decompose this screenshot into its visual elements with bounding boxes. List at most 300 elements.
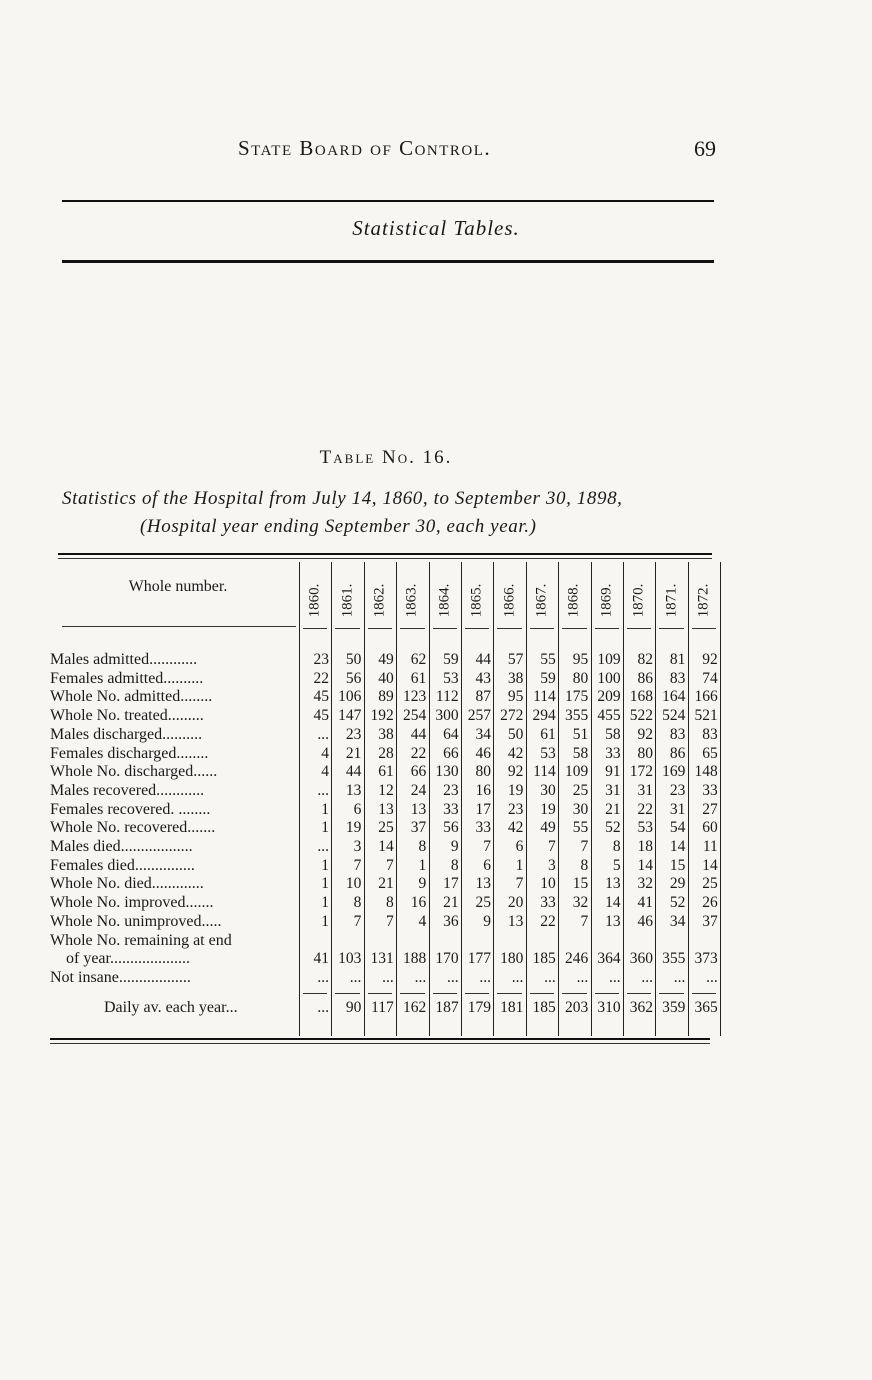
footer-cell: 179: [467, 999, 491, 1016]
table-cell: 15: [572, 875, 589, 893]
table-cell: ...: [544, 968, 556, 986]
table-cell: 33: [540, 894, 556, 912]
table-cell: 33: [605, 744, 621, 762]
table-cell: 364: [597, 950, 621, 968]
year-header-label: 1870.: [630, 583, 647, 617]
table-cell: 49: [378, 651, 394, 668]
footer-cell: 117: [371, 999, 394, 1016]
table-cell: ...: [706, 968, 718, 986]
table-cell: 55: [540, 651, 556, 668]
year-header-label: 1868.: [565, 583, 582, 617]
table-cell: 86: [637, 669, 653, 687]
footer-row-label: Daily av. each year...: [104, 999, 238, 1016]
table-cell: 92: [637, 725, 653, 743]
table-cell: 1: [321, 875, 329, 893]
row-label: Whole No. admitted........: [50, 688, 213, 706]
table-cell: 188: [402, 950, 427, 968]
table-cell: 300: [435, 707, 459, 725]
table-caption-line1: Statistics of the Hospital from July 14, 1860, to September 30, 1898,: [62, 488, 623, 509]
footer-separator: [368, 993, 392, 994]
table-cell: 180: [500, 950, 524, 968]
table-cell: 95: [572, 651, 589, 668]
table-cell: 37: [702, 912, 718, 930]
table-top-rule: [58, 553, 712, 555]
footer-separator: [335, 993, 359, 994]
table-cell: 7: [483, 838, 491, 855]
table-cell: 46: [637, 912, 653, 930]
row-label: Males discharged..........: [50, 725, 203, 743]
table-cell: 46: [475, 744, 491, 762]
table-cell: 23: [443, 781, 459, 799]
table-cell: 9: [483, 912, 491, 930]
table-cell: 42: [507, 819, 524, 837]
table-cell: 23: [313, 651, 329, 668]
table-cell: 56: [345, 669, 362, 687]
table-cell: 43: [475, 669, 491, 687]
table-cell: 3: [548, 856, 556, 874]
table-cell: 28: [378, 744, 394, 762]
footer-separator: [433, 993, 457, 994]
footer-cell: 359: [662, 999, 686, 1016]
table-cell: 7: [353, 912, 362, 930]
table-cell: 58: [572, 744, 589, 762]
table-cell: 87: [475, 688, 491, 706]
table-cell: 89: [378, 688, 394, 706]
table-cell: 42: [507, 744, 524, 762]
table-cell: 59: [540, 669, 556, 687]
table-cell: 6: [353, 800, 362, 818]
year-header: [429, 570, 461, 630]
footer-cell: 362: [629, 999, 653, 1016]
header-underline: [335, 628, 359, 629]
table-cell: 34: [669, 912, 686, 930]
table-cell: 38: [507, 669, 524, 687]
table-cell: 13: [605, 875, 621, 893]
table-cell: 21: [605, 800, 621, 818]
table-cell: 64: [443, 725, 459, 743]
table-cell: 61: [410, 669, 427, 687]
table-cell: 32: [637, 875, 653, 893]
footer-cell: 185: [532, 999, 556, 1016]
table-cell: 25: [702, 875, 718, 893]
table-cell: 22: [313, 669, 329, 687]
table-cell: 91: [605, 763, 621, 781]
table-cell: ...: [446, 968, 459, 986]
table-cell: ...: [673, 968, 686, 986]
table-cell: 14: [702, 856, 718, 874]
table-cell: ...: [576, 968, 589, 986]
table-cell: 83: [669, 725, 686, 743]
table-cell: 13: [410, 800, 427, 818]
table-cell: 11: [702, 838, 718, 855]
table-cell: 41: [313, 950, 329, 968]
row-label: Females died...............: [50, 856, 195, 874]
table-cell: 106: [338, 688, 362, 706]
table-cell: 7: [580, 838, 589, 855]
table-cell: 131: [370, 950, 394, 968]
table-cell: 13: [475, 875, 491, 893]
footer-cell: 162: [402, 999, 427, 1016]
table-cell: 4: [321, 744, 329, 762]
table-cell: 114: [533, 763, 556, 781]
top-rule: [62, 200, 714, 202]
table-cell: 112: [435, 688, 459, 706]
row-label: Males died..................: [50, 838, 193, 855]
table-cell: ...: [317, 968, 329, 986]
year-header-label: 1865.: [468, 583, 485, 617]
table-cell: 29: [669, 875, 686, 893]
table-cell: 123: [402, 688, 427, 706]
table-cell: 41: [637, 894, 653, 912]
table-cell: 8: [386, 894, 394, 912]
table-cell: 40: [378, 669, 394, 687]
table-cell: 59: [443, 651, 459, 668]
year-header: [493, 570, 525, 630]
table-cell: 14: [637, 856, 653, 874]
table-cell: 164: [662, 688, 686, 706]
table-cell: 114: [533, 688, 556, 706]
header-underline: [627, 628, 651, 629]
table-cell: 521: [694, 707, 718, 725]
table-cell: 14: [669, 838, 686, 855]
table-bottom-rule: [50, 1038, 710, 1040]
table-cell: 166: [694, 688, 718, 706]
table-cell: 23: [345, 725, 362, 743]
table-cell: 373: [694, 950, 718, 968]
table-cell: 19: [507, 781, 524, 799]
footer-separator: [595, 993, 619, 994]
table-cell: 65: [702, 744, 718, 762]
table-bottom-rule-inner: [50, 1043, 710, 1044]
table-cell: 58: [605, 725, 621, 743]
row-label: Whole No. treated.........: [50, 707, 204, 725]
table-cell: 355: [564, 707, 589, 725]
table-cell: 294: [532, 707, 556, 725]
table-label: Table No. 16.: [319, 447, 453, 468]
footer-cell: 310: [597, 999, 621, 1016]
table-cell: 80: [637, 744, 653, 762]
table-cell: 522: [629, 707, 653, 725]
footer-cell: 90: [345, 999, 362, 1016]
table-cell: 27: [702, 800, 718, 818]
table-cell: 103: [338, 950, 362, 968]
header-underline: [530, 628, 554, 629]
year-header-label: 1866.: [500, 583, 517, 617]
table-cell: 33: [475, 819, 491, 837]
footer-separator: [303, 993, 327, 994]
table-cell: 7: [515, 875, 524, 893]
table-cell: 50: [507, 725, 524, 743]
table-cell: 33: [443, 800, 459, 818]
table-cell: 1: [321, 912, 329, 930]
row-label: Whole No. recovered.......: [50, 819, 216, 837]
table-cell: 61: [378, 763, 394, 781]
header-underline: [497, 628, 521, 629]
table-cell: 66: [443, 744, 459, 762]
table-cell: 168: [629, 688, 653, 706]
table-cell: 92: [507, 763, 524, 781]
table-cell: 7: [580, 912, 589, 930]
table-cell: 37: [410, 819, 427, 837]
table-cell: 109: [597, 651, 621, 668]
table-cell: 44: [475, 651, 491, 668]
table-cell: 92: [702, 651, 718, 668]
table-cell: 169: [662, 763, 686, 781]
table-cell: 7: [548, 838, 556, 855]
table-cell: 83: [669, 669, 686, 687]
table-cell: 6: [515, 838, 524, 855]
year-header-label: 1862.: [371, 583, 388, 617]
stub-header: Whole number.: [128, 578, 228, 595]
table-cell: 30: [540, 781, 556, 799]
table-cell: 19: [345, 819, 362, 837]
header-underline: [400, 628, 424, 629]
table-cell: 10: [540, 875, 556, 893]
table-cell: 45: [313, 688, 329, 706]
row-label: Whole No. unimproved.....: [50, 912, 222, 930]
year-header-label: 1863.: [403, 583, 420, 617]
year-header: [526, 570, 558, 630]
table-cell: 8: [418, 838, 427, 855]
table-cell: 55: [572, 819, 589, 837]
row-label: Females discharged........: [50, 744, 209, 762]
row-label: Whole No. discharged......: [50, 763, 218, 781]
footer-separator: [465, 993, 489, 994]
table-cell: 95: [507, 688, 524, 706]
header-underline: [692, 628, 716, 629]
footer-separator: [659, 993, 683, 994]
table-cell: ...: [511, 968, 524, 986]
table-cell: 56: [443, 819, 459, 837]
table-cell: 3: [353, 838, 362, 855]
table-cell: 23: [507, 800, 524, 818]
table-cell: 54: [669, 819, 686, 837]
table-cell: 18: [637, 838, 653, 855]
table-cell: 246: [564, 950, 589, 968]
table-cell: 524: [662, 707, 686, 725]
table-cell: 23: [669, 781, 686, 799]
table-cell: 36: [443, 912, 459, 930]
row-label: Whole No. remaining at end: [50, 931, 232, 949]
table-cell: 8: [580, 856, 589, 874]
footer-cell: ...: [317, 999, 329, 1016]
table-cell: 26: [702, 894, 718, 912]
table-cell: 9: [450, 838, 459, 855]
year-header: [396, 570, 428, 630]
table-cell: 1: [321, 800, 329, 818]
year-header-label: 1864.: [436, 583, 453, 617]
year-header: [364, 570, 396, 630]
table-cell: 7: [386, 912, 394, 930]
running-head: State Board of Control.: [238, 136, 492, 160]
table-cell: 50: [345, 651, 362, 668]
header-underline: [659, 628, 683, 629]
table-cell: 170: [435, 950, 459, 968]
table-cell: 83: [702, 725, 718, 743]
table-cell: 172: [629, 763, 653, 781]
header-underline: [368, 628, 392, 629]
table-cell: 257: [467, 707, 491, 725]
year-header: [331, 570, 363, 630]
row-label: Not insane..................: [50, 968, 191, 986]
footer-separator: [562, 993, 586, 994]
table-cell: 74: [702, 669, 718, 687]
table-cell: ...: [317, 725, 329, 743]
footer-cell: 181: [500, 999, 524, 1016]
table-cell: 1: [321, 856, 329, 874]
table-cell: 25: [378, 819, 394, 837]
table-cell: 31: [605, 781, 621, 799]
table-cell: 17: [475, 800, 491, 818]
table-cell: 24: [410, 781, 427, 799]
table-cell: 21: [378, 875, 394, 893]
table-cell: 16: [410, 894, 427, 912]
table-cell: ...: [641, 968, 653, 986]
year-header: [461, 570, 493, 630]
table-cell: 82: [637, 651, 653, 668]
table-cell: 49: [540, 819, 556, 837]
table-cell: 34: [475, 725, 491, 743]
table-cell: 22: [637, 800, 653, 818]
table-cell: 10: [345, 875, 362, 893]
table-cell: 7: [386, 856, 394, 874]
table-cell: 7: [353, 856, 362, 874]
table-cell: 272: [500, 707, 524, 725]
table-cell: ...: [479, 968, 491, 986]
year-header-label: 1860.: [306, 583, 323, 617]
page-number: 69: [694, 136, 716, 161]
table-cell: 81: [669, 651, 686, 668]
column-divider: [720, 562, 721, 1036]
table-cell: 31: [637, 781, 653, 799]
table-top-rule-inner: [58, 558, 712, 559]
row-label: Whole No. improved.......: [50, 894, 214, 912]
year-header: [655, 570, 687, 630]
table-cell: 8: [450, 856, 459, 874]
row-label: Females recovered. ........: [50, 800, 211, 818]
table-cell: 61: [540, 725, 556, 743]
table-cell: 80: [572, 669, 589, 687]
table-cell: 8: [612, 838, 621, 855]
table-cell: 177: [467, 950, 491, 968]
table-cell: ...: [349, 968, 362, 986]
table-cell: 13: [605, 912, 621, 930]
table-cell: 57: [507, 651, 524, 668]
table-cell: 19: [540, 800, 556, 818]
table-cell: 30: [572, 800, 589, 818]
table-cell: 4: [321, 763, 329, 781]
table-cell: ...: [317, 838, 329, 855]
section-title: Statistical Tables.: [352, 216, 520, 240]
table-cell: 32: [572, 894, 589, 912]
table-cell: 52: [605, 819, 621, 837]
table-cell: 4: [418, 912, 427, 930]
table-cell: 192: [370, 707, 394, 725]
table-cell: 12: [378, 781, 394, 799]
table-cell: 1: [515, 856, 524, 874]
table-cell: 185: [532, 950, 556, 968]
table-cell: 109: [564, 763, 589, 781]
table-cell: ...: [382, 968, 394, 986]
table-cell: 1: [321, 819, 329, 837]
footer-separator: [497, 993, 521, 994]
table-cell: ...: [317, 781, 329, 799]
header-underline: [303, 628, 327, 629]
table-cell: 147: [338, 707, 362, 725]
table-cell: 15: [669, 856, 686, 874]
table-cell: 13: [345, 781, 362, 799]
table-cell: 33: [702, 781, 718, 799]
header-underline: [433, 628, 457, 629]
footer-separator: [400, 993, 424, 994]
table-cell: 14: [605, 894, 621, 912]
table-caption-line2: (Hospital year ending September 30, each year.): [140, 516, 537, 537]
table-cell: 20: [507, 894, 524, 912]
row-label: Whole No. died.............: [50, 875, 204, 893]
table-cell: 25: [475, 894, 491, 912]
table-cell: 21: [345, 744, 362, 762]
footer-separator: [627, 993, 651, 994]
header-underline: [595, 628, 619, 629]
table-cell: 175: [564, 688, 589, 706]
row-label: Females admitted..........: [50, 669, 204, 687]
table-cell: 13: [507, 912, 524, 930]
table-cell: 16: [475, 781, 491, 799]
table-cell: 21: [443, 894, 459, 912]
table-cell: 44: [345, 763, 362, 781]
row-label: Males admitted............: [50, 651, 198, 668]
year-header-label: 1867.: [533, 583, 550, 617]
footer-separator: [530, 993, 554, 994]
year-header-label: 1869.: [598, 583, 615, 617]
table-cell: 80: [475, 763, 491, 781]
table-cell: 44: [410, 725, 427, 743]
year-header-label: 1871.: [662, 583, 679, 617]
table-cell: ...: [414, 968, 427, 986]
table-cell: 22: [410, 744, 427, 762]
table-cell: ...: [608, 968, 621, 986]
footer-cell: 365: [694, 999, 718, 1016]
table-cell: 8: [353, 894, 362, 912]
table-cell: 25: [572, 781, 589, 799]
table-cell: 45: [313, 707, 329, 725]
table-cell: 5: [612, 856, 621, 874]
table-cell: 6: [483, 856, 491, 874]
table-cell: 22: [540, 912, 556, 930]
year-header: [591, 570, 623, 630]
table-cell: 14: [378, 838, 394, 855]
table-cell: 130: [435, 763, 459, 781]
row-label: Males recovered............: [50, 781, 205, 799]
row-label: of year....................: [66, 950, 190, 968]
year-header: [558, 570, 590, 630]
table-cell: 360: [629, 950, 653, 968]
table-cell: 148: [694, 763, 718, 781]
table-cell: 60: [702, 819, 718, 837]
table-cell: 9: [418, 875, 427, 893]
table-cell: 100: [597, 669, 621, 687]
table-cell: 1: [321, 894, 329, 912]
table-cell: 455: [597, 707, 621, 725]
year-header: [623, 570, 655, 630]
table-cell: 355: [662, 950, 686, 968]
table-cell: 31: [669, 800, 686, 818]
year-header-label: 1872.: [695, 583, 712, 617]
table-cell: 53: [443, 669, 459, 687]
table-cell: 62: [410, 651, 427, 668]
table-cell: 254: [402, 707, 427, 725]
table-cell: 51: [572, 725, 589, 743]
